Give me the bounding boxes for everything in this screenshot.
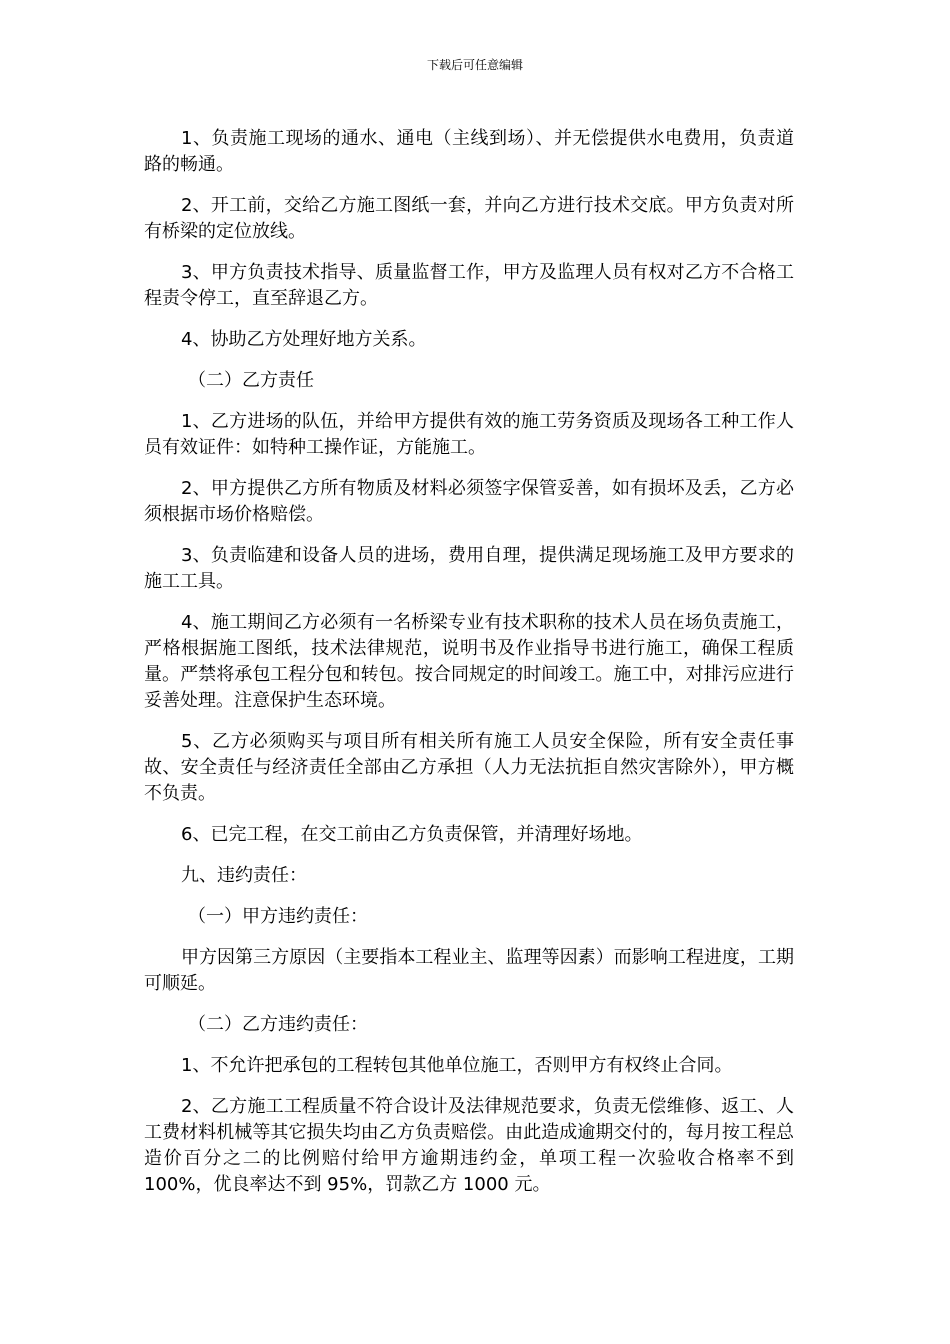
paragraph: 2、开工前，交给乙方施工图纸一套，并向乙方进行技术交底。甲方负责对所有桥梁的定位放线。: [144, 195, 794, 242]
paragraph: 2、乙方施工工程质量不符合设计及法律规范要求，负责无偿维修、返工、人工费材料机械等其它损失均由乙方负责赔偿。由此造成逾期交付的，每月按工程总造价百分之二的比例赔付给甲方逾期违约金，单项工程一次验收合格率不到 100%，优良率达不到 95%，罚款乙方 1000 元。: [144, 1096, 794, 1195]
paragraph: 3、甲方负责技术指导、质量监督工作，甲方及监理人员有权对乙方不合格工程责令停工，直至辞退乙方。: [144, 262, 794, 309]
section-heading: （二）乙方违约责任：: [188, 1014, 368, 1035]
paragraph: 3、负责临建和设备人员的进场，费用自理，提供满足现场施工及甲方要求的施工工具。: [144, 545, 794, 592]
paragraph: 1、不允许把承包的工程转包其他单位施工，否则甲方有权终止合同。: [181, 1055, 733, 1076]
paragraph: 甲方因第三方原因（主要指本工程业主、监理等因素）而影响工程进度，工期可顺延。: [144, 947, 794, 994]
paragraph: 1、乙方进场的队伍，并给甲方提供有效的施工劳务资质及现场各工种工作人员有效证件：如特种工操作证，方能施工。: [144, 411, 794, 458]
page-header: 下载后可任意编辑: [426, 58, 523, 72]
paragraph: 5、乙方必须购买与项目所有相关所有施工人员安全保险，所有安全责任事故、安全责任与经济责任全部由乙方承担（人力无法抗拒自然灾害除外），甲方概不负责。: [144, 731, 794, 804]
paragraph: 2、甲方提供乙方所有物质及材料必须签字保管妥善，如有损坏及丢，乙方必须根据市场价格赔偿。: [144, 478, 794, 525]
paragraph: 4、协助乙方处理好地方关系。: [181, 329, 427, 350]
document-body: [144, 126, 794, 1213]
section-heading: （二）乙方责任: [188, 370, 314, 391]
paragraph: 1、负责施工现场的通水、通电（主线到场）、并无偿提供水电费用，负责道路的畅通。: [144, 128, 794, 175]
section-heading: （一）甲方违约责任：: [188, 906, 368, 927]
paragraph: 4、施工期间乙方必须有一名桥梁专业有技术职称的技术人员在场负责施工，严格根据施工图纸，技术法律规范，说明书及作业指导书进行施工，确保工程质量。严禁将承包工程分包和转包。按合同规定的时间竣工。施工中，对排污应进行妥善处理。注意保护生态环境。: [144, 612, 794, 711]
paragraph: 6、已完工程，在交工前由乙方负责保管，并清理好场地。: [181, 824, 643, 845]
section-heading: 九、违约责任：: [181, 865, 307, 886]
